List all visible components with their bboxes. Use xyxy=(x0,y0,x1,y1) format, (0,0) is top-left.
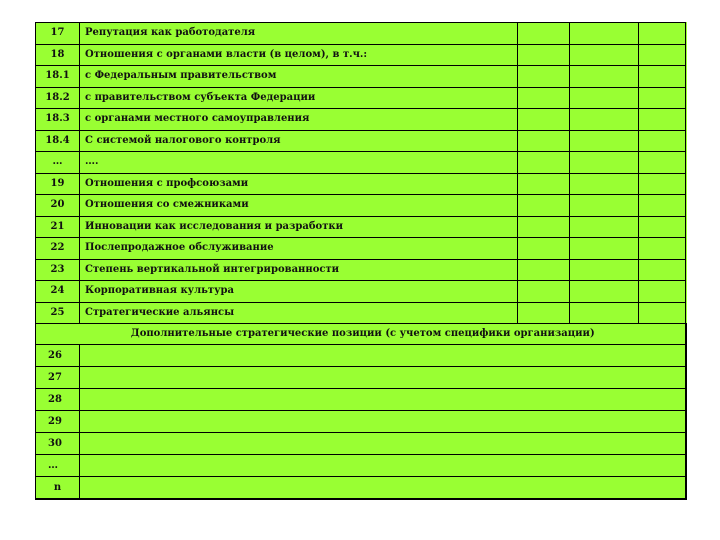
table-row xyxy=(36,238,686,260)
empty-cell[interactable] xyxy=(570,216,639,238)
row-number: … xyxy=(36,455,80,477)
empty-cell[interactable] xyxy=(639,23,686,45)
row-number: 29 xyxy=(36,411,80,433)
empty-cell[interactable] xyxy=(570,281,639,303)
table-row xyxy=(36,367,686,389)
row-number: … xyxy=(36,152,80,174)
row-number: n xyxy=(36,477,80,500)
table-row xyxy=(36,130,686,152)
row-label: Репутация как работодателя xyxy=(80,23,518,45)
table-row xyxy=(36,216,686,238)
row-label: Отношения со смежниками xyxy=(80,195,518,217)
row-number: 24 xyxy=(36,281,80,303)
row-number: 19 xyxy=(36,173,80,195)
table-row xyxy=(36,152,686,174)
empty-cell[interactable] xyxy=(80,367,686,389)
row-label: с правительством субъекта Федерации xyxy=(80,87,518,109)
row-label: Корпоративная культура xyxy=(80,281,518,303)
empty-cell[interactable] xyxy=(518,259,570,281)
table-row xyxy=(36,477,686,500)
row-label: с Федеральным правительством xyxy=(80,66,518,88)
row-label: …. xyxy=(80,152,518,174)
empty-cell[interactable] xyxy=(518,173,570,195)
empty-cell[interactable] xyxy=(518,44,570,66)
empty-cell[interactable] xyxy=(639,152,686,174)
section-header-row xyxy=(36,324,686,345)
row-label: Инновации как исследования и разработки xyxy=(80,216,518,238)
empty-cell[interactable] xyxy=(518,302,570,324)
empty-cell[interactable] xyxy=(518,195,570,217)
empty-cell[interactable] xyxy=(518,238,570,260)
table-row xyxy=(36,44,686,66)
row-number: 21 xyxy=(36,216,80,238)
row-number: 26 xyxy=(36,345,80,367)
empty-cell[interactable] xyxy=(639,87,686,109)
row-number: 23 xyxy=(36,259,80,281)
empty-cell[interactable] xyxy=(518,216,570,238)
row-number: 25 xyxy=(36,302,80,324)
empty-cell[interactable] xyxy=(80,477,686,500)
empty-cell[interactable] xyxy=(570,238,639,260)
section-header: Дополнительные стратегические позиции (с учетом специфики организации) xyxy=(36,324,686,345)
empty-cell[interactable] xyxy=(639,281,686,303)
empty-cell[interactable] xyxy=(80,433,686,455)
empty-cell[interactable] xyxy=(518,281,570,303)
empty-cell[interactable] xyxy=(518,109,570,131)
empty-cell[interactable] xyxy=(518,130,570,152)
table-row xyxy=(36,455,686,477)
table-row xyxy=(36,389,686,411)
empty-cell[interactable] xyxy=(639,130,686,152)
row-label: Послепродажное обслуживание xyxy=(80,238,518,260)
empty-cell[interactable] xyxy=(639,259,686,281)
empty-cell[interactable] xyxy=(639,109,686,131)
empty-cell[interactable] xyxy=(518,66,570,88)
row-label: Стратегические альянсы xyxy=(80,302,518,324)
row-number: 18.4 xyxy=(36,130,80,152)
empty-cell[interactable] xyxy=(518,23,570,45)
empty-cell[interactable] xyxy=(80,411,686,433)
empty-cell[interactable] xyxy=(639,238,686,260)
empty-cell[interactable] xyxy=(639,66,686,88)
row-label: Отношения с органами власти (в целом), в т.ч.: xyxy=(80,44,518,66)
row-number: 22 xyxy=(36,238,80,260)
empty-cell[interactable] xyxy=(639,216,686,238)
empty-cell[interactable] xyxy=(570,44,639,66)
row-number: 27 xyxy=(36,367,80,389)
table-row xyxy=(36,87,686,109)
row-label: Отношения с профсоюзами xyxy=(80,173,518,195)
empty-cell[interactable] xyxy=(518,87,570,109)
table-row xyxy=(36,66,686,88)
row-number: 18.2 xyxy=(36,87,80,109)
row-label: с органами местного самоуправления xyxy=(80,109,518,131)
empty-cell[interactable] xyxy=(570,66,639,88)
row-number: 17 xyxy=(36,23,80,45)
row-number: 20 xyxy=(36,195,80,217)
empty-cell[interactable] xyxy=(570,259,639,281)
table-row xyxy=(36,173,686,195)
row-number: 28 xyxy=(36,389,80,411)
empty-cell[interactable] xyxy=(639,302,686,324)
empty-cell[interactable] xyxy=(570,195,639,217)
empty-cell[interactable] xyxy=(639,44,686,66)
empty-cell[interactable] xyxy=(570,23,639,45)
table-row xyxy=(36,195,686,217)
table-row xyxy=(36,302,686,324)
table-row xyxy=(36,411,686,433)
table-row xyxy=(36,281,686,303)
strategic-positions-table xyxy=(35,22,687,500)
table-row xyxy=(36,433,686,455)
empty-cell[interactable] xyxy=(639,173,686,195)
empty-cell[interactable] xyxy=(570,109,639,131)
row-number: 30 xyxy=(36,433,80,455)
empty-cell[interactable] xyxy=(80,345,686,367)
table-row xyxy=(36,109,686,131)
empty-cell[interactable] xyxy=(518,152,570,174)
empty-cell[interactable] xyxy=(570,173,639,195)
empty-cell[interactable] xyxy=(80,389,686,411)
row-label: С системой налогового контроля xyxy=(80,130,518,152)
table-row xyxy=(36,23,686,45)
empty-cell[interactable] xyxy=(639,195,686,217)
empty-cell[interactable] xyxy=(570,302,639,324)
empty-cell[interactable] xyxy=(80,455,686,477)
table-row xyxy=(36,345,686,367)
empty-cell[interactable] xyxy=(570,152,639,174)
empty-cell[interactable] xyxy=(570,130,639,152)
row-label: Степень вертикальной интегрированности xyxy=(80,259,518,281)
table-row xyxy=(36,259,686,281)
row-number: 18.1 xyxy=(36,66,80,88)
row-number: 18.3 xyxy=(36,109,80,131)
row-number: 18 xyxy=(36,44,80,66)
empty-cell[interactable] xyxy=(570,87,639,109)
